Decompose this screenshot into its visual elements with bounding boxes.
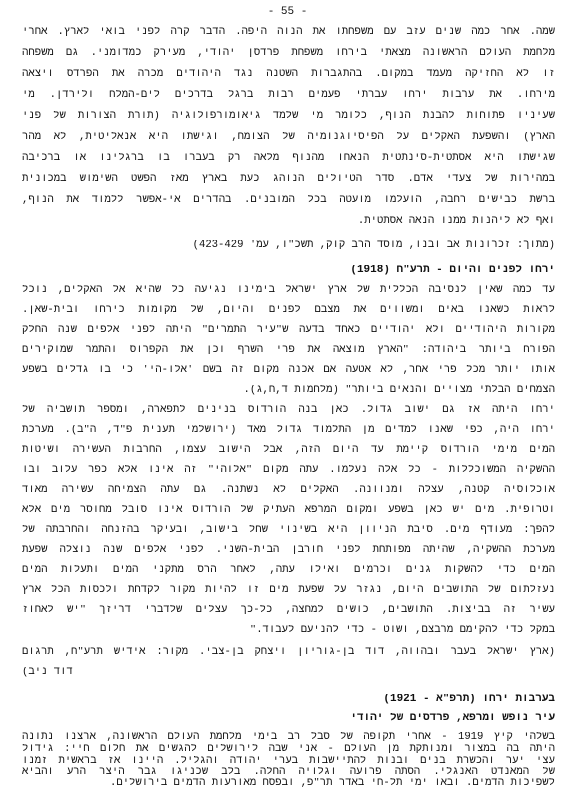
text-line: ירחו היתה אז גם ישוב גדול. כאן בנה הורדוס בנינים לתפארה, ומספר תושביה של bbox=[22, 405, 555, 416]
text-line: במקל כדי להקימם מרבצם, ושוט - כדי להניעם לעבוד." bbox=[249, 625, 555, 636]
text-line: לשפיכות הדמים. ובאו ימי תל-חי באדר תר"פ, ובפסח מאורעות הדמים בירושלים. bbox=[109, 778, 555, 789]
text-line: להפך: מעודף מים. סיבת הניוון היא בשינוי שחל בישוב, ובעיקר בהזנחה והחרבתה של bbox=[22, 525, 555, 536]
text-line: שמה. אחר כמה שנים עזב עם משפחתו את הנוה היפה. הדבר קרה לפני בואי לארץ. אחרי bbox=[22, 27, 555, 38]
text-line: נעזלתום של התושבים היום, נגזר על שפעת מים זו להיות מקור לקדחת ולכסות הכל ארץ bbox=[22, 585, 555, 596]
text-line: המים מימי הורדוס קיימת עד היום הזה, אבל הישוב עצמו, החרבות העשירה ושיטות bbox=[22, 445, 555, 456]
text-line: מירחו. את ערבות ירחו עברתי פעמים רבות ברגל בדרכים לים-המלח ולירדן. מי bbox=[22, 90, 555, 101]
text-line: ואף לא ליהנות ממנו הנאה אסתטית. bbox=[357, 216, 555, 227]
text-line: במהירות של צעדי אדם. סדר הטיולים הנוהג כעת בארץ מאז הפשט השימוש במכונית bbox=[22, 174, 555, 185]
section-subheading: עיר נופש ומרפא, פרדסים של יהודי bbox=[350, 713, 555, 724]
source-citation: (מתוך: זכרונות אב ובנו, מוסד הרב קוק, תשכ"ו, עמ' 423-429) bbox=[192, 240, 555, 251]
page-number: - 55 - bbox=[267, 6, 308, 18]
text-line: ההשקיה המשוכללות - כל אלה נעלמו. עתה מקום "אלוהי" זה אינו אלא כפר עלוב ובו bbox=[22, 465, 555, 476]
source-citation: (ארץ ישראל בעבר ובהווה, דוד בן-גוריון ויצחק בן-צבי. מקור: אידיש תרע"ח, תרגום bbox=[22, 647, 555, 658]
text-line: זו לא החזיקה מעמד במקום. בהתגברות השטנה נגד היהודים מכרה את הפרדס ויצאה bbox=[22, 69, 555, 80]
text-line: מקורות היהודיים ולא יהודיים כאחד בדעה ש"עיר התמרים" היתה לפני אלפים שנה החלק bbox=[22, 325, 555, 336]
text-line: שגישתו היא אסתטית-סינתטית הנאחו מהנוף מלאה רק בעברו בו ברגלינו או ברכיבה bbox=[22, 153, 555, 164]
text-line: וטרופית. מים יש כאן בשפע ומקום המרפא העתיק של הורדוס אינו סובל מחוסר מים אלא bbox=[22, 505, 555, 516]
text-line: לראות כשאנו באים ומשווים את מצבם לפנים והיום, של מקומות כירחו ובית-שאן. bbox=[22, 305, 555, 316]
section-heading: ירחו לפנים והיום - תרע"ח (1918) bbox=[350, 265, 555, 276]
text-line: אוכלוסיה קטנה, עצלה ומנוונה. האקלים לא נשתנה. גם עתה הצמיחה עשירה מאוד bbox=[22, 485, 555, 496]
text-line: ברשת כבישים רחבה, הועלמו מועטה בכל המובנים. בהדרים אי-אפשר ללמוד את הנוף, bbox=[22, 195, 555, 206]
text-line: מלחמת העולם הראשונה מצאתי בירחו משפחת פרדסן יהודי, מעירק כמדומני. גם משפחה bbox=[22, 48, 555, 59]
text-line: של המאנדט האנגלי. הסתה פרועה וגלויה החלה. בלב שכניגו גבר היצר הרע והביא bbox=[22, 767, 555, 778]
text-line: אותו יותר מכל פרי אחר, לא אטעה אם אכנה מקום זה בשם 'אלו-הי' כי בו גדלים בשפע bbox=[22, 365, 555, 376]
text-line: היתה בה במצור ומנותקת מן העולם - אני שבה לירושלים להגשים את חלום חיי: גידול bbox=[22, 744, 555, 755]
text-line: הצמחים הבלתי מצויים והנאים ביותר" (מלחמות ד,ח,ג). bbox=[243, 385, 555, 396]
text-line: שעיניו פתוחות להבנת הנוף, כלומר מי שלמד גיאומורפולוגיה (תורת הצורות של פני bbox=[22, 111, 555, 122]
text-line: עצי יער והכשרת בנים ובנות להתיישבות בערי יהודה והגליל. היינו אז בראשית זמנו bbox=[22, 756, 555, 767]
text-line: המים כדי להשקות גנים וכרמים ואילו עתה, לאחר הרס מתקני המים ותעלות המים bbox=[22, 565, 555, 576]
section-heading: בערבות ירחו (תרפ"א - 1921) bbox=[383, 694, 555, 705]
text-line: ירחו היה, כפי שאנו למדים מן התלמוד גדול מאד (ירושלמי תענית פ"ד, ה"ב). מערכת bbox=[22, 425, 555, 436]
text-line: עד כמה שאין לנסיבה הכללית של ארץ ישראל בימינו נגיעה כל שהיא אל האקלים, נוכל bbox=[22, 285, 555, 296]
text-line: הפורח ביותר ביהודה: "הארץ מוצאה את פרי השרף וכן את הקפרוס והתמר שמוקירים bbox=[22, 345, 555, 356]
source-citation: דוד ניב) bbox=[22, 667, 73, 678]
text-line: עשיר זה בביצות. התושבים, כושים למחצה, כל-כך עצלים שלדברי דריזך "יש לאחוז bbox=[22, 605, 555, 616]
text-line: בשלהי קיץ 1919 - אחרי תקופה של סבל רב בימי מלחמת העולם הראשונה, ארצנו נתונה bbox=[22, 732, 555, 743]
text-line: הארץ) והשפעת האקלים על הפיסיוגנומיה של הצומח, וגישתו היא אנאליטית, לא מהר bbox=[22, 132, 555, 143]
text-line: מערכת ההשקיה, שהיתה מפותחת לפני חורבן הבית-השני. לפני אלפים שנה נוצלה שפעת bbox=[22, 545, 555, 556]
